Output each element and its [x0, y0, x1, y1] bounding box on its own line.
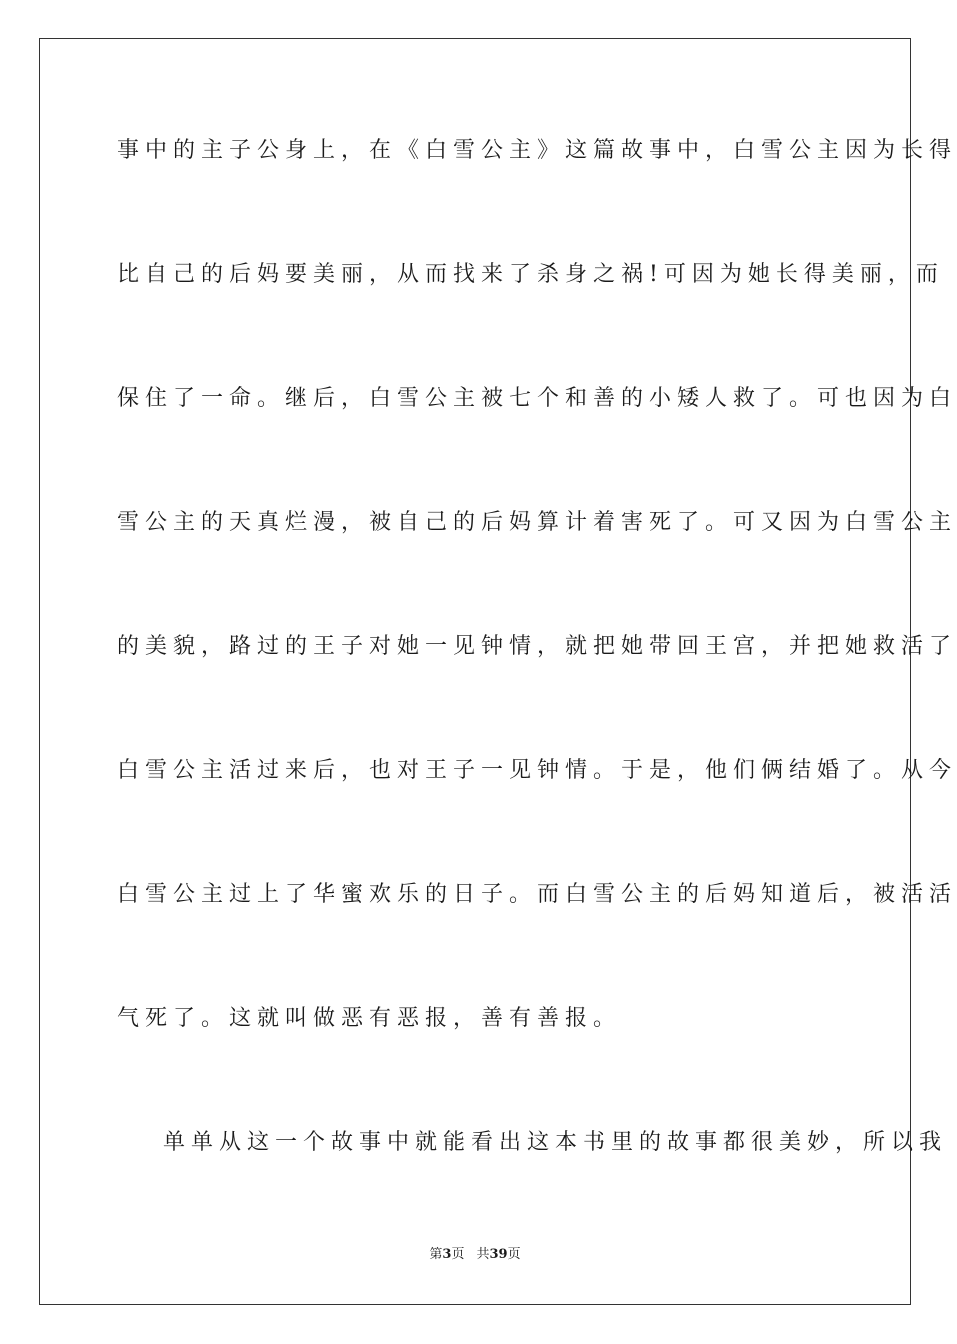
body-line-7: 白雪公主过上了华蜜欢乐的日子。而白雪公主的后妈知道后，被活活 — [117, 882, 957, 907]
page-border — [39, 38, 957, 1305]
footer-page-prefix: 第 — [429, 1247, 443, 1262]
body-line-3: 保住了一命。继后，白雪公主被七个和善的小矮人救了。可也因为白 — [117, 386, 957, 411]
page-footer — [0, 1246, 950, 1264]
body-line-5: 的美貌，路过的王子对她一见钟情，就把她带回王宫，并把她救活了 — [117, 634, 957, 659]
body-line-4: 雪公主的天真烂漫，被自己的后妈算计着害死了。可又因为白雪公主 — [117, 510, 957, 535]
footer-total-suffix: 页 — [507, 1247, 521, 1262]
body-line-8: 气死了。这就叫做恶有恶报，善有善报。 — [117, 1006, 622, 1031]
body-line-1: 事中的主子公身上，在《白雪公主》这篇故事中，白雪公主因为长得 — [117, 138, 957, 163]
footer-current-page: 3 — [442, 1247, 452, 1262]
body-line-9-paragraph-start: 单单从这一个故事中就能看出这本书里的故事都很美妙，所以我 — [163, 1130, 948, 1155]
body-line-6: 白雪公主活过来后，也对王子一见钟情。于是，他们俩结婚了。从今 — [117, 758, 957, 783]
footer-page-suffix: 页 — [451, 1247, 465, 1262]
body-line-2: 比自己的后妈要美丽，从而找来了杀身之祸!可因为她长得美丽，而 — [117, 262, 944, 287]
footer-total-prefix: 共 — [476, 1247, 490, 1262]
footer-total-pages: 39 — [489, 1247, 508, 1262]
